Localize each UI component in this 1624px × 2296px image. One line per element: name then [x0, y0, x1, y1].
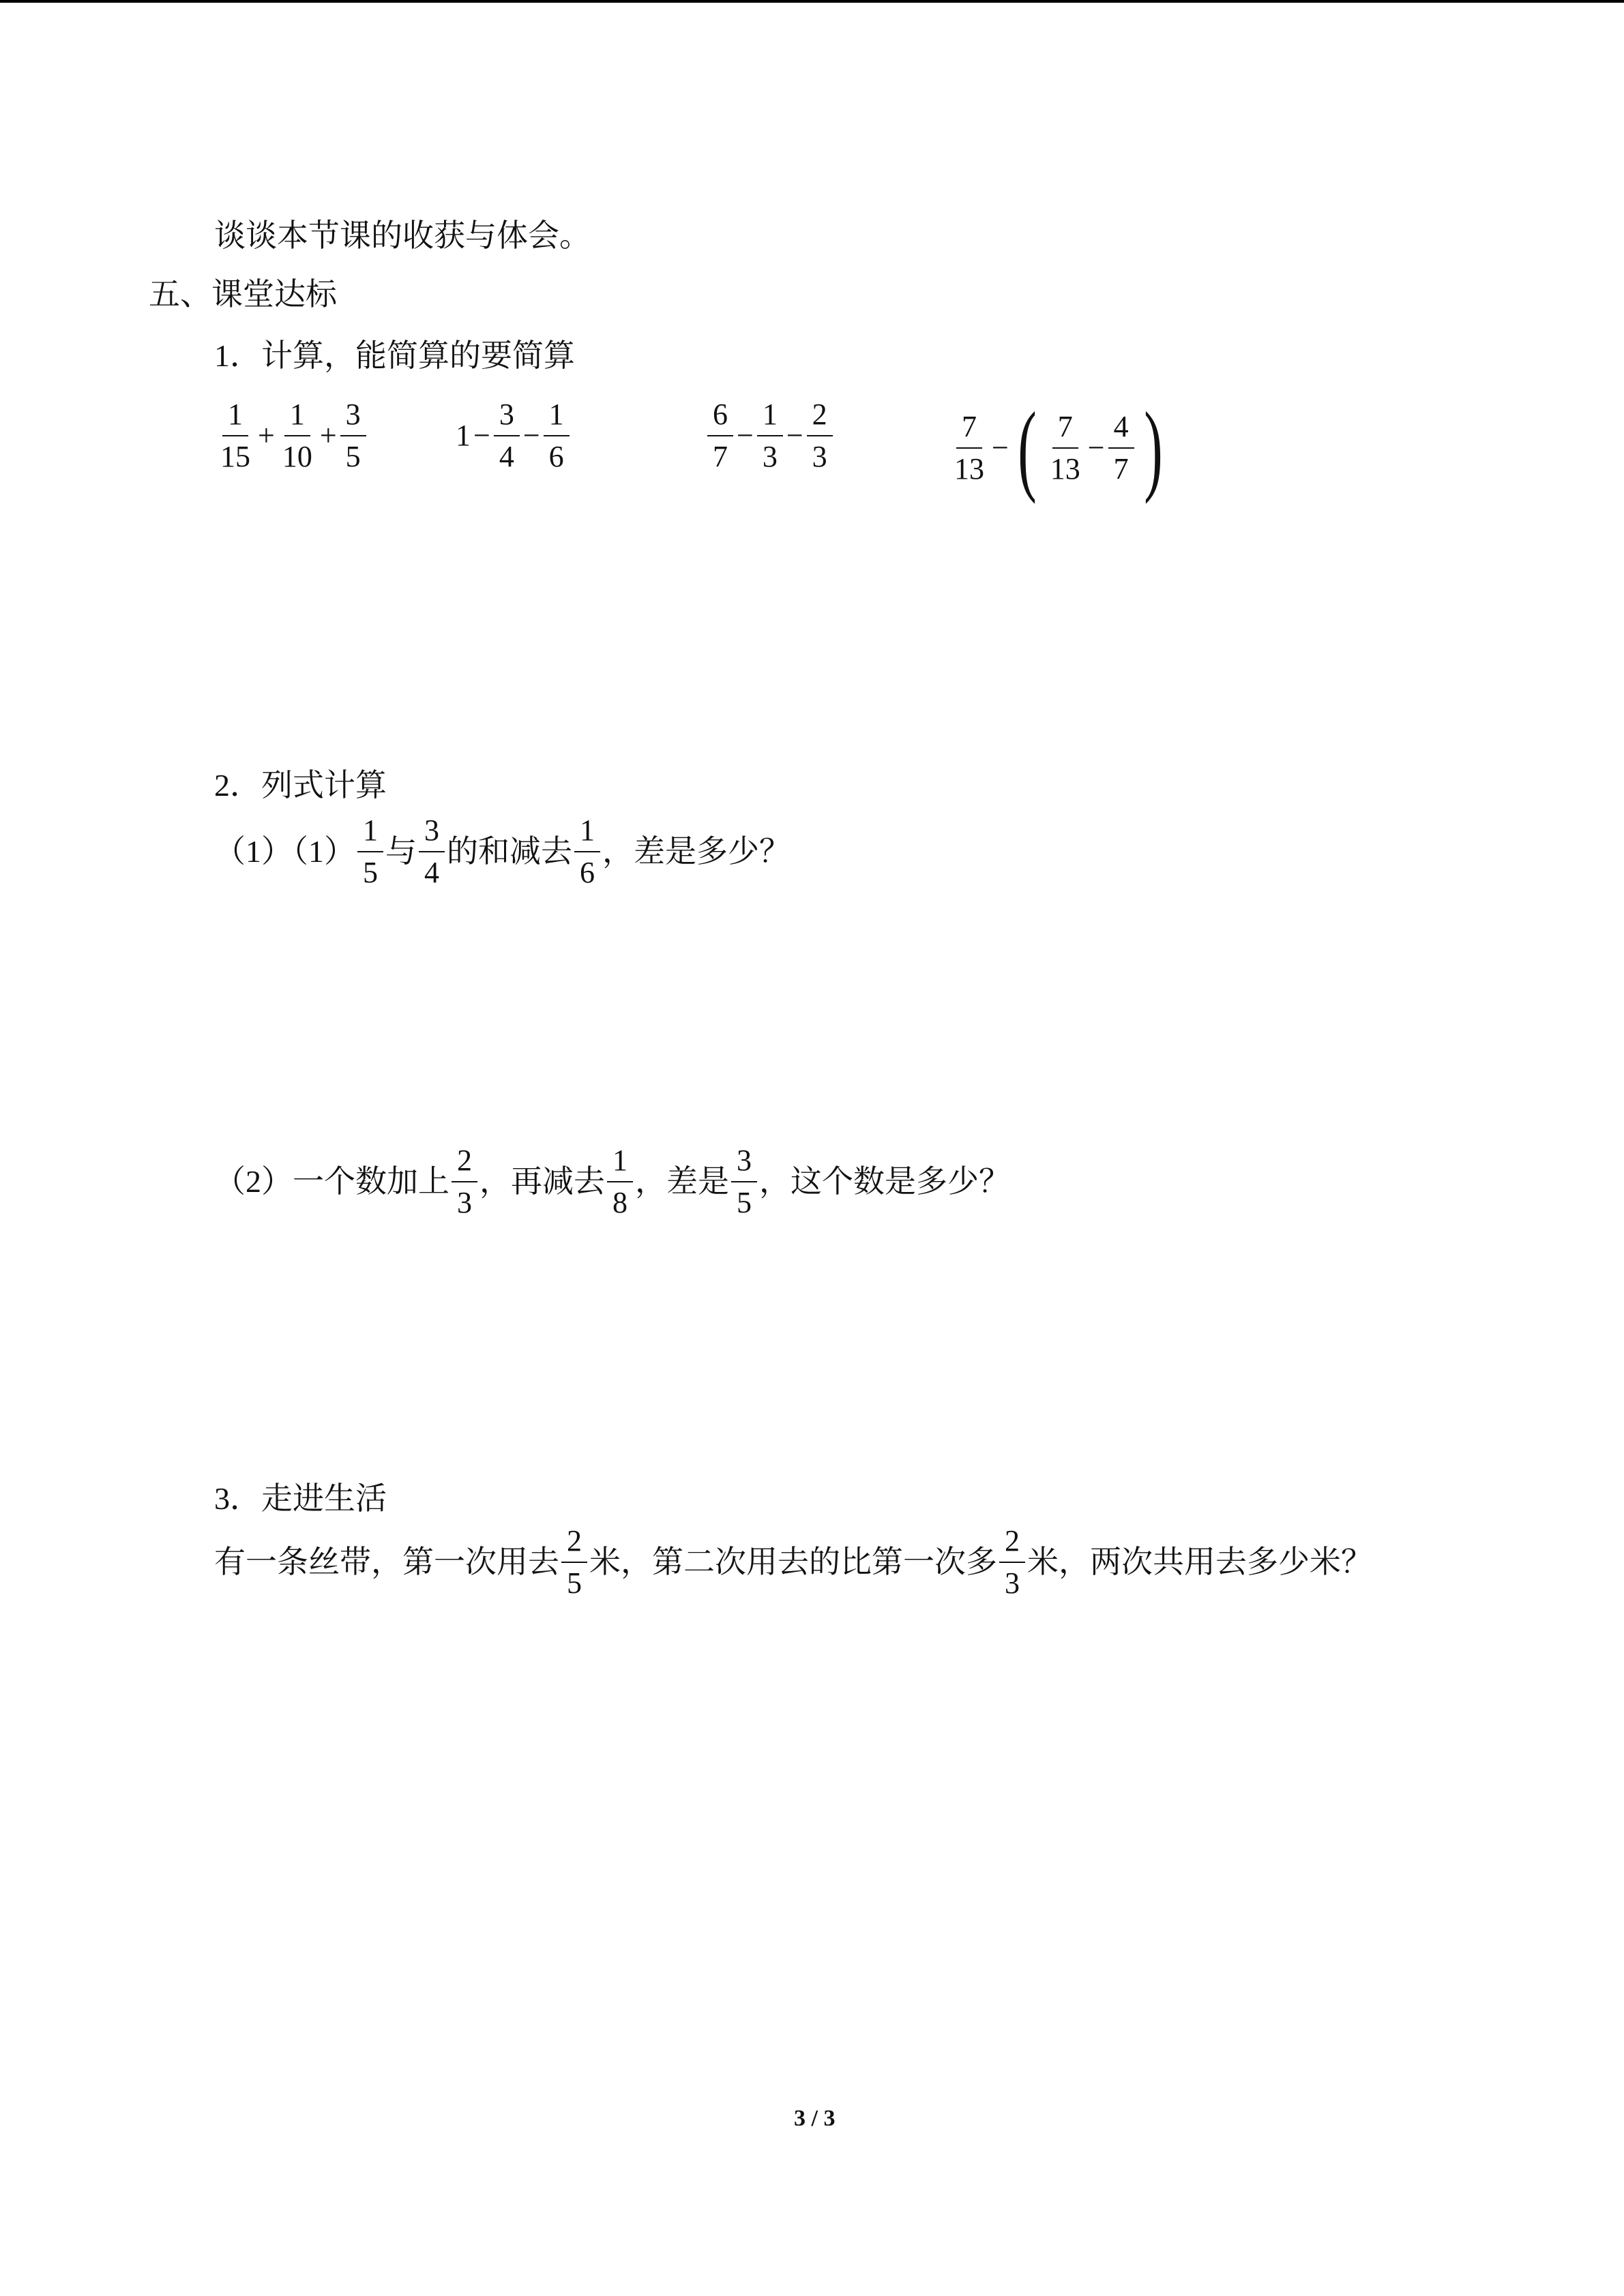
- q3-title-label: 3．走进生活: [214, 1481, 387, 1516]
- q2-title-label: 2．列式计算: [214, 768, 387, 803]
- fraction: $\frac{2}{3}$: [999, 1523, 1025, 1601]
- q2-part1: [214, 813, 791, 891]
- q2-part1-text: 与: [385, 834, 417, 869]
- fraction: $\frac{7}{13}$: [1050, 410, 1080, 486]
- fraction: $\frac{1}{15}$: [220, 398, 250, 473]
- q3-text: 有一条丝带，第一次用去: [214, 1545, 559, 1579]
- leading-number: 1: [456, 419, 471, 452]
- operator: −: [473, 419, 490, 452]
- top-border: [0, 0, 1624, 3]
- q2-part2-text: ，这个数是多少？: [759, 1164, 1010, 1199]
- q2-part1-text: 的和减去: [447, 834, 572, 869]
- q1-expression-4: [948, 391, 1170, 505]
- q2-title: [214, 766, 387, 805]
- q1-expression-1: [214, 397, 368, 475]
- q1-title-label: 1．计算，能简算的要简算: [214, 338, 575, 373]
- fraction: $\frac{3}{4}$: [419, 813, 445, 891]
- fraction: $\frac{1}{3}$: [757, 397, 783, 475]
- q3-problem: [214, 1523, 1372, 1601]
- fraction: $\frac{2}{3}$: [807, 397, 833, 475]
- fraction: $\frac{2}{5}$: [561, 1523, 587, 1601]
- operator: +: [258, 419, 275, 452]
- fraction: $\frac{1}{6}$: [544, 397, 570, 475]
- q1-expression-2: [454, 397, 572, 475]
- operator: −: [992, 431, 1009, 464]
- right-paren: ): [1143, 391, 1163, 505]
- reflection-text: [214, 217, 591, 255]
- reflection-label: 谈谈本节课的收获与体会。: [214, 218, 591, 253]
- page-number: 3 / 3: [794, 2106, 836, 2131]
- fraction: $\frac{1}{6}$: [574, 813, 600, 891]
- operator: +: [319, 419, 337, 452]
- fraction: $\frac{1}{5}$: [357, 813, 383, 891]
- q2-part2-text: ，再减去: [479, 1164, 605, 1199]
- section-heading: [149, 275, 337, 314]
- q2-part1-text: ，差是多少？: [602, 834, 791, 869]
- q1-expression-3: [705, 397, 835, 475]
- q2-part2-text: ，差是: [635, 1164, 729, 1199]
- q3-title: [214, 1480, 387, 1518]
- fraction: $\frac{3}{5}$: [731, 1143, 757, 1221]
- q2-part2-prefix: （2）一个数加上: [214, 1164, 449, 1199]
- operator: −: [737, 419, 754, 452]
- fraction: $\frac{7}{13}$: [954, 410, 984, 486]
- operator: −: [1087, 431, 1105, 464]
- q3-text: 米，两次共用去多少米？: [1027, 1545, 1372, 1579]
- q2-part2: [214, 1143, 1010, 1221]
- operator: −: [786, 419, 803, 452]
- section-heading-label: 五、课堂达标: [149, 277, 337, 312]
- fraction: $\frac{6}{7}$: [707, 397, 733, 475]
- fraction: $\frac{3}{4}$: [494, 397, 520, 475]
- left-paren: (: [1018, 391, 1037, 505]
- fraction: $\frac{2}{3}$: [452, 1143, 477, 1221]
- fraction: $\frac{3}{5}$: [340, 397, 366, 475]
- operator: −: [522, 419, 540, 452]
- q2-part1-prefix: （1）（1）: [214, 834, 355, 869]
- fraction: $\frac{1}{8}$: [607, 1143, 633, 1221]
- q1-title: [214, 337, 575, 375]
- q3-text: 米，第二次用去的比第一次多: [589, 1545, 997, 1579]
- fraction: $\frac{4}{7}$: [1108, 409, 1134, 487]
- fraction: $\frac{1}{10}$: [282, 398, 312, 473]
